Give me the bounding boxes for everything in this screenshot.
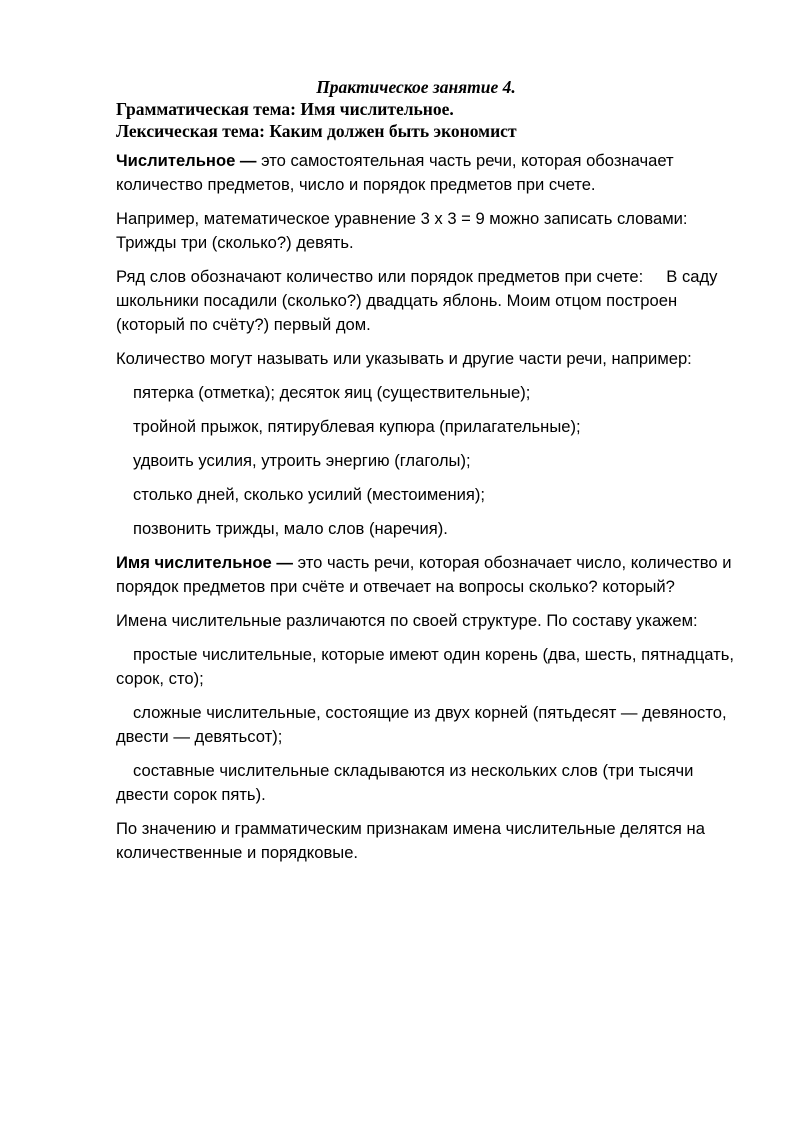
numeral-definition-text: это часть речи, которая обозначает число, количество и порядок предметов при счёте и отвечает на вопросы сколько? который? bbox=[116, 553, 732, 596]
structure-item: сложные числительные, состоящие из двух корней (пятьдесят — девяносто, двести — девятьсот); bbox=[116, 703, 727, 746]
structure-intro: Имена числительные различаются по своей структуре. По составу укажем: bbox=[116, 611, 698, 630]
definition-paragraph bbox=[116, 149, 746, 197]
document-header bbox=[116, 76, 746, 142]
numeral-term: Имя числительное — bbox=[116, 553, 293, 572]
structure-item: простые числительные, которые имеют один корень (два, шесть, пятнадцать, сорок, сто); bbox=[116, 645, 734, 688]
example-item: столько дней, сколько усилий (местоимения); bbox=[133, 485, 486, 504]
example-item: пятерка (отметка); десяток яиц (существительные); bbox=[133, 383, 531, 402]
classification-paragraph: По значению и грамматическим признакам имена числительные делятся на количественные и порядковые. bbox=[116, 819, 705, 862]
lexical-topic: Лексическая тема: Каким должен быть экономист bbox=[116, 121, 517, 141]
example-item: позвонить трижды, мало слов (наречия). bbox=[133, 519, 448, 538]
example-equation-paragraph: Например, математическое уравнение 3 х 3 = 9 можно записать словами: Трижды три (сколько?) девять. bbox=[116, 209, 688, 252]
numeral-definition-paragraph bbox=[116, 551, 746, 599]
definition-text: это самостоятельная часть речи, которая обозначает количество предметов, число и порядок предметов при счете. bbox=[116, 151, 674, 194]
lesson-title: Практическое занятие 4. bbox=[316, 77, 516, 97]
example-item: удвоить усилия, утроить энергию (глаголы); bbox=[133, 451, 471, 470]
other-parts-intro: Количество могут называть или указывать и другие части речи, например: bbox=[116, 349, 692, 368]
counting-example-paragraph: Ряд слов обозначают количество или порядок предметов при счете: В саду школьники посадили (сколько?) двадцать яблонь. Моим отцом построен (который по счёту?) первый дом. bbox=[116, 267, 723, 334]
grammar-topic: Грамматическая тема: Имя числительное. bbox=[116, 99, 454, 119]
structure-item: составные числительные складываются из нескольких слов (три тысячи двести сорок пять). bbox=[116, 761, 694, 804]
example-item: тройной прыжок, пятирублевая купюра (прилагательные); bbox=[133, 417, 581, 436]
definition-term: Числительное — bbox=[116, 151, 257, 170]
document-page bbox=[116, 76, 746, 875]
